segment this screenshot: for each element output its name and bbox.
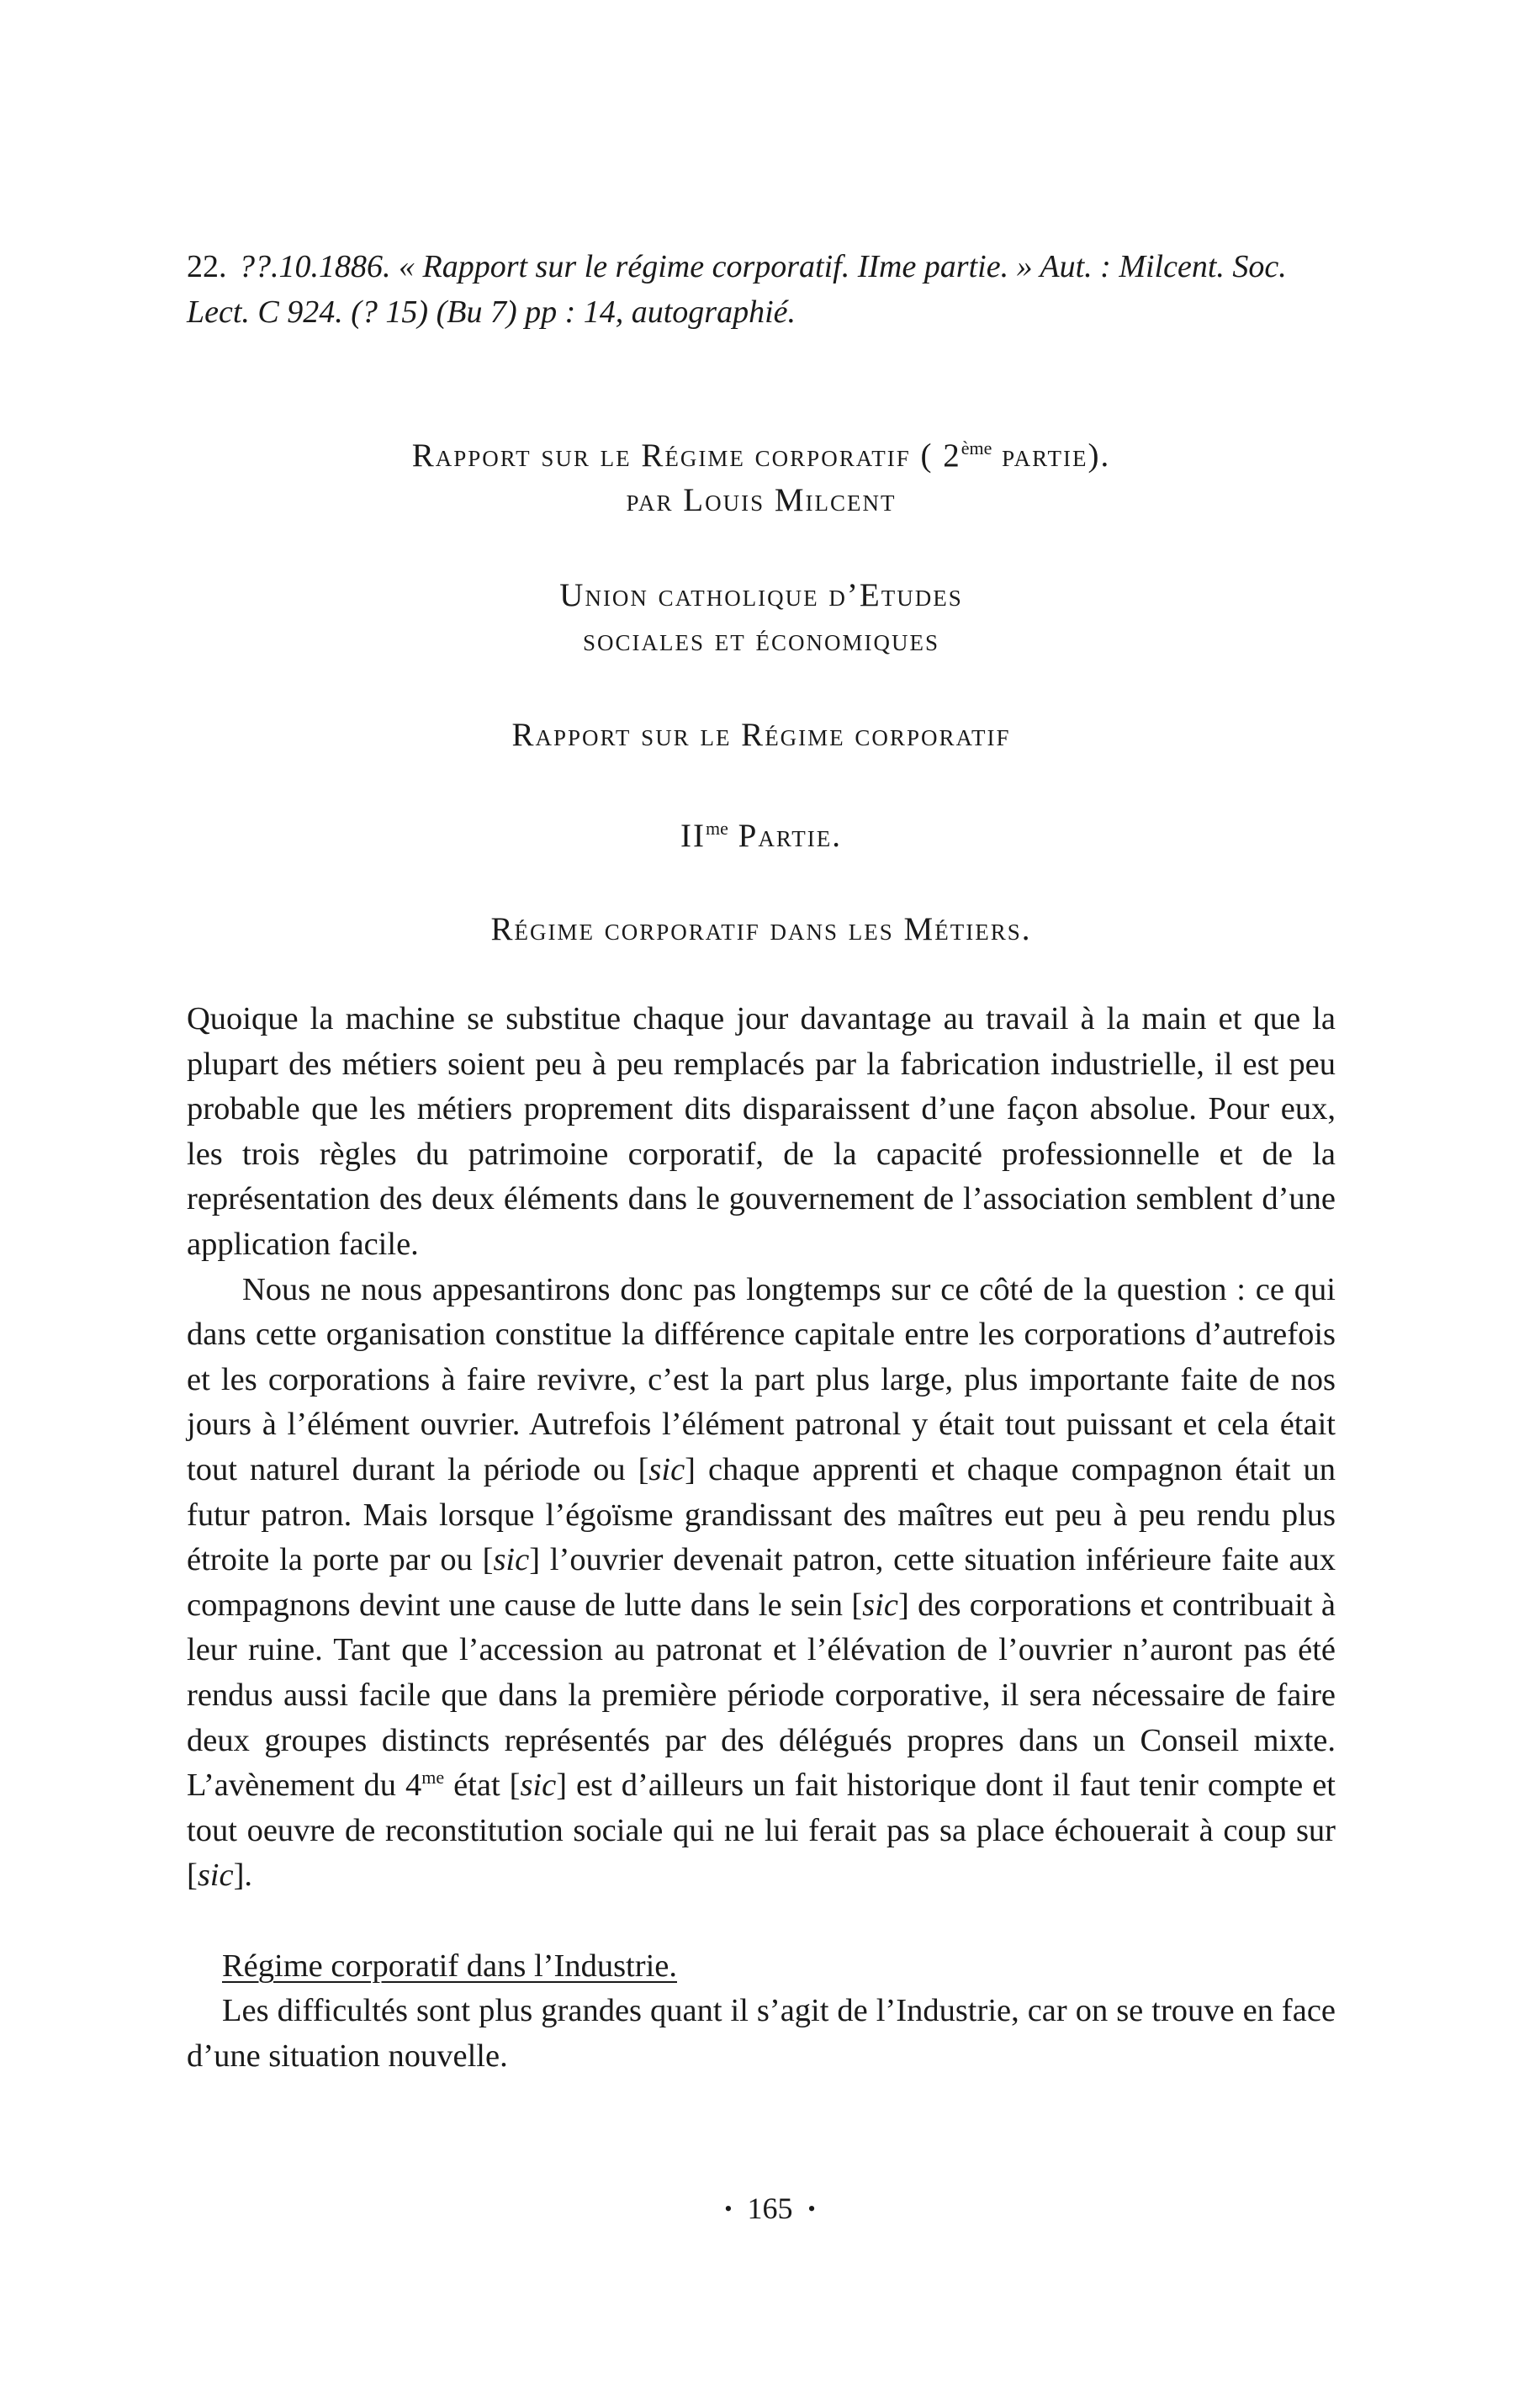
citation-text: ??.10.1886. « Rapport sur le régime corporatif. IIme partie. » Aut. : Milcent. Soc. Lect. C 924. (? 15) (Bu 7) pp : 14, autographié.: [187, 249, 1287, 330]
paragraph-2-text: ].: [233, 1858, 253, 1894]
citation-number: 22.: [187, 249, 227, 284]
sic-marker: sic: [197, 1858, 234, 1894]
title-block: [187, 426, 1336, 951]
bullet-icon: •: [807, 2197, 816, 2221]
sic-marker: sic: [520, 1768, 557, 1804]
report-title-text: Rapport sur le Régime corporatif ( 2: [411, 437, 961, 474]
paragraph-1: Quoique la machine se substitue chaque jour davantage au travail à la main et que la plupart des métiers soient peu à peu remplacés par la fabrication industrielle, il est peu probable que les métiers proprement dits disparaissent d’une façon absolue. Pour eux, les trois règles du patrimoine corporatif, de la capacité professionnelle et de la représentation des deux éléments dans le gouvernement de l’association semblent d’une application facile.: [187, 1001, 1336, 1262]
report-title: [187, 426, 1336, 478]
sic-marker: sic: [648, 1451, 685, 1487]
page-number: 165: [747, 2192, 793, 2225]
paragraph-2-text: Nous ne nous appesantirons donc pas longtemps sur ce côté de la question : ce qui dans cette organisation constitue la différence capitale entre les corporations d’autrefois et les corporations à faire revivre, c’est la part plus large, plus importante faite de nos jours à l’élément ouvrier. Autrefois l’élément patronal y était tout puissant et cela était tout naturel durant la période ou [: [187, 1271, 1336, 1487]
part-title: [187, 806, 1336, 858]
author-line: par Louis Milcent: [626, 482, 897, 518]
ordinal-superscript: me: [421, 1767, 445, 1789]
paragraph-2-text: ] l’ouvrier devenait patron, cette situation inférieure faite aux compagnons devint une cause de lutte dans le sein [: [187, 1542, 1336, 1623]
paragraph-2-text: état [: [444, 1768, 521, 1804]
subsection-heading: Régime corporatif dans l’Industrie.: [222, 1948, 677, 1984]
organization-line-1: Union catholique d’Etudes: [559, 577, 963, 613]
organization-line-2: sociales et économiques: [582, 622, 939, 658]
chapter-title: Régime corporatif dans les Métiers.: [490, 911, 1032, 947]
section-title: Rapport sur le Régime corporatif: [511, 717, 1011, 753]
part-superscript: me: [706, 818, 728, 839]
part-numeral: II: [680, 818, 706, 854]
sic-marker: sic: [862, 1587, 898, 1623]
report-title-end: partie).: [992, 437, 1111, 474]
citation-header: [187, 244, 1336, 335]
paragraph-2-text: ] est d’ailleurs un fait historique dont il faut tenir compte et tout oeuvre de reconstitution sociale qui ne lui ferait pas sa place échouerait à coup sur [: [187, 1768, 1336, 1894]
page-content: [187, 244, 1336, 2080]
sic-marker: sic: [493, 1542, 530, 1578]
bullet-icon: •: [724, 2197, 733, 2221]
page-footer: [0, 2187, 1540, 2230]
paragraph-3: Les difficultés sont plus grandes quant il s’agit de l’Industrie, car on se trouve en face d’une situation nouvelle.: [187, 1993, 1336, 2075]
part-label: Partie.: [728, 818, 842, 854]
paragraph-2-text: ] des corporations et contribuait à leur ruine. Tant que l’accession au patronat et l’élévation de l’ouvrier n’auront pas été rendus aussi facile que dans la première période corporative, il sera nécessaire de faire deux groupes distincts représentés par des délégués propres dans un Conseil mixte. L’avènement du 4: [187, 1587, 1336, 1804]
paragraph-2: [187, 1268, 1336, 1899]
paragraph-2-text: ] chaque apprenti et chaque compagnon était un futur patron. Mais lorsque l’égoïsme grandissant des maîtres eut peu à peu rendu plus étroite la porte par ou [: [187, 1451, 1336, 1578]
report-title-superscript: ème: [961, 437, 992, 458]
